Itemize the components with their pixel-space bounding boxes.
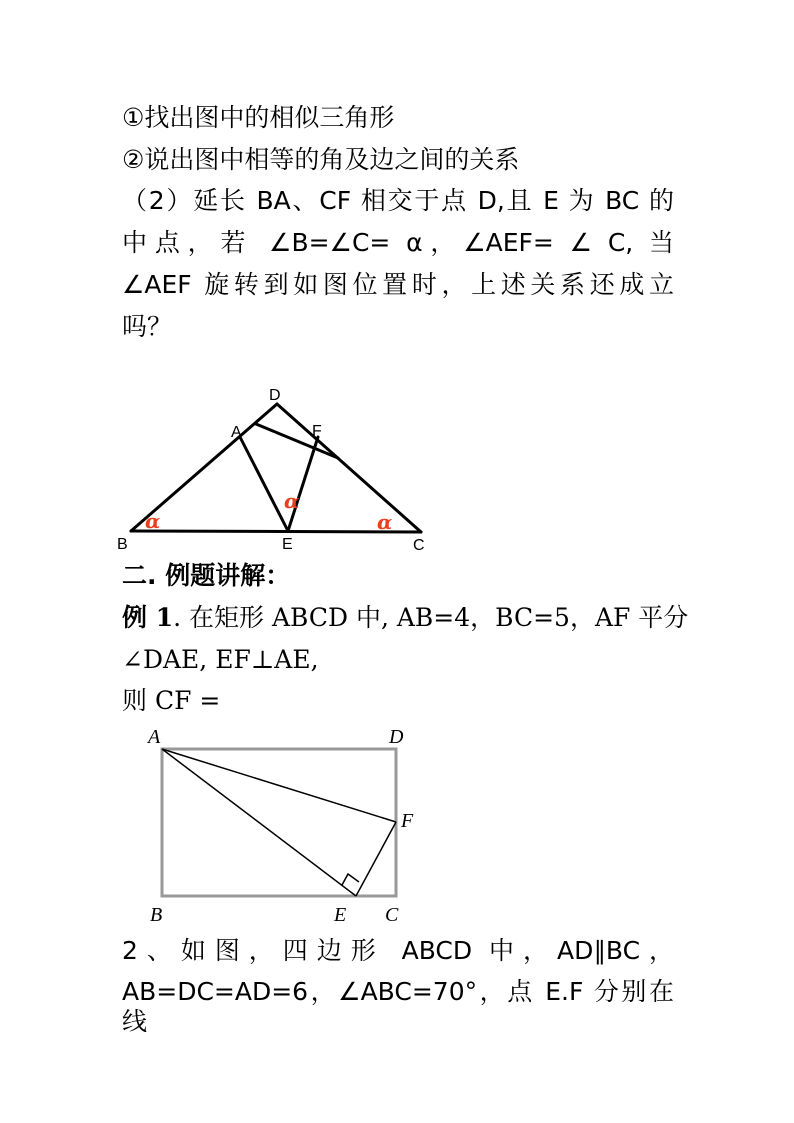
text-line-2: ②说出图中相等的角及边之间的关系 xyxy=(122,145,520,174)
right-angle-mark xyxy=(342,874,359,885)
example-1-label: 例 1 xyxy=(122,603,174,632)
label-C: C xyxy=(385,904,399,926)
label-E: E xyxy=(282,536,293,553)
label-F: F xyxy=(312,423,322,440)
angle-B-alpha: α xyxy=(145,509,161,533)
text-line-3: （2）延长 BA、CF 相交于点 D,且 E 为 BC 的 xyxy=(122,186,674,215)
rectangle-ABCD xyxy=(162,749,396,896)
text-line-4: 中点，若 ∠B=∠C= α，∠AEF= ∠ C, 当 xyxy=(122,228,674,257)
label-B: B xyxy=(117,536,128,553)
example-1-line-2: ∠DAE, EF⊥AE, xyxy=(122,645,319,674)
label-A: A xyxy=(148,726,161,748)
label-F: F xyxy=(401,810,414,832)
example-2-line-1: 2、如图，四边形 ABCD 中，AD∥BC， xyxy=(122,936,674,965)
angle-C-alpha: α xyxy=(377,510,393,534)
label-B: B xyxy=(150,904,163,926)
segment-AE xyxy=(162,749,356,896)
example-1-line-3: 则 CF = xyxy=(122,686,221,715)
label-C: C xyxy=(413,537,425,554)
angle-E-alpha: α xyxy=(284,489,300,513)
segment-EF xyxy=(356,822,396,896)
text-line-6: 吗？ xyxy=(122,312,173,341)
label-A: A xyxy=(231,424,242,441)
text-line-5: ∠AEF 旋转到如图位置时，上述关系还成立 xyxy=(122,270,674,299)
example-1-text: . 在矩形 ABCD 中, AB=4，BC=5，AF 平分 xyxy=(173,603,689,632)
example-2-line-2: AB=DC=AD=6，∠ABC=70°，点 E.F 分别在线 xyxy=(122,977,674,1036)
label-E: E xyxy=(334,904,347,926)
label-D: D xyxy=(389,726,404,748)
text-line-1: ①找出图中的相似三角形 xyxy=(122,103,395,132)
segment-AF xyxy=(162,749,396,822)
section-heading: 二. 例题讲解： xyxy=(122,561,291,590)
label-D: D xyxy=(269,387,281,404)
